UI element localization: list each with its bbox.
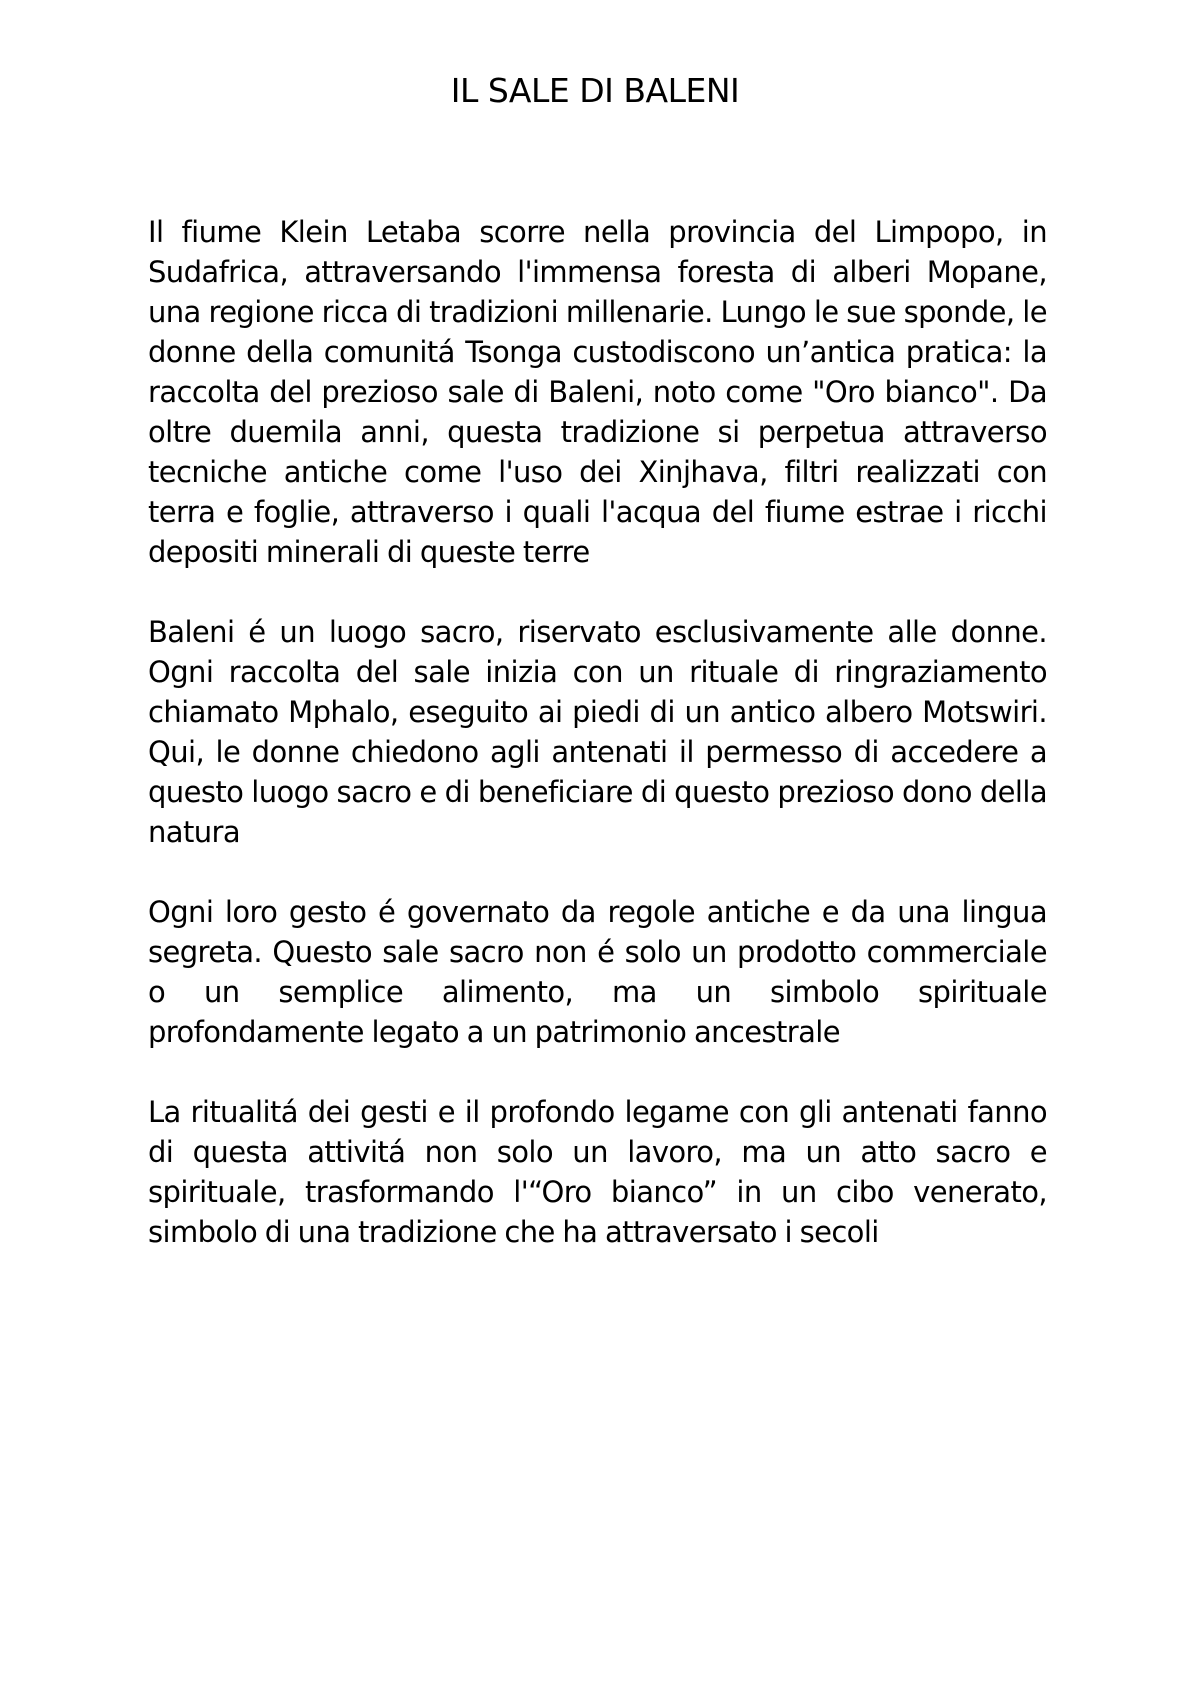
paragraph-river: Il fiume Klein Letaba scorre nella provincia del Limpopo, in Sudafrica, attraversando l'immensa foresta di alberi Mopane, una regione ricca di tradizioni millenarie. Lungo le sue sponde, le donne della comunitá Tsonga custodiscono un’antica pratica: la raccolta del prezioso sale di Baleni, noto come "Oro bianco". Da oltre duemila anni, questa tradizione si perpetua attraverso tecniche antiche come l'uso dei Xinjhava, filtri realizzati con terra e foglie, attraverso i quali l'acqua del fiume estrae i ricchi depositi minerali di queste terre xyxy=(148,215,1047,569)
paragraph-rituality: La ritualitá dei gesti e il profondo legame con gli antenati fanno di questa attivitá non solo un lavoro, ma un atto sacro e spirituale, trasformando l'“Oro bianco” in un cibo venerato, simbolo di una tradizione che ha attraversato i secoli xyxy=(148,1095,1047,1249)
document-title: IL SALE DI BALENI xyxy=(450,71,740,110)
paragraph-ancient-rules: Ogni loro gesto é governato da regole antiche e da una lingua segreta. Questo sale sacro non é solo un prodotto commerciale o un semplice alimento, ma un simbolo spirituale profondamente legato a un patrimonio ancestrale xyxy=(148,895,1047,1049)
document-body xyxy=(148,212,1047,1292)
paragraph-sacred-place: Baleni é un luogo sacro, riservato esclusivamente alle donne. Ogni raccolta del sale inizia con un rituale di ringraziamento chiamato Mphalo, eseguito ai piedi di un antico albero Motswiri. Qui, le donne chiedono agli antenati il permesso di accedere a questo luogo sacro e di beneficiare di questo prezioso dono della natura xyxy=(148,615,1047,849)
